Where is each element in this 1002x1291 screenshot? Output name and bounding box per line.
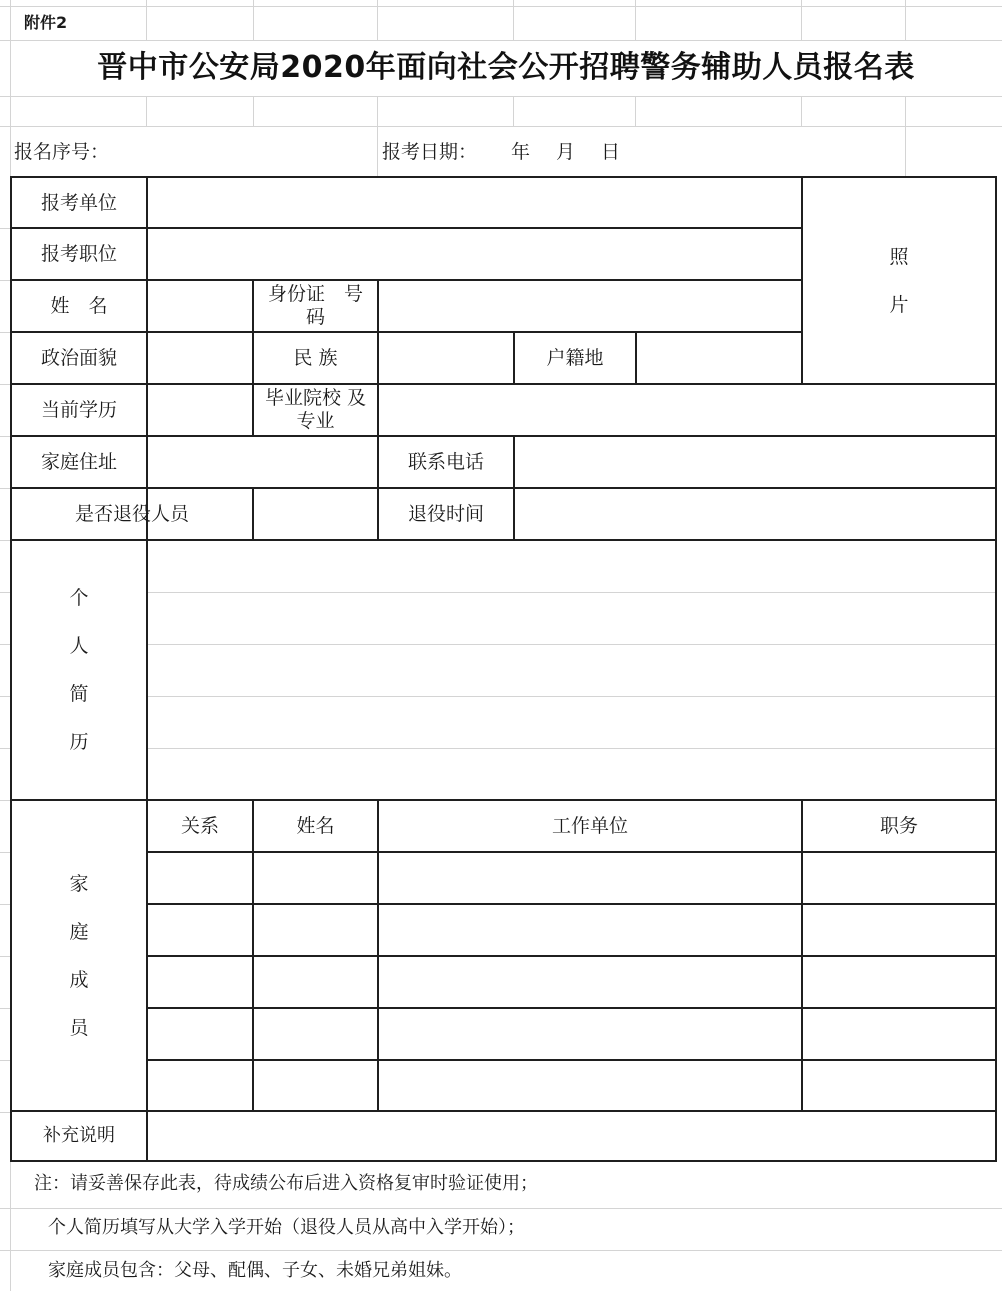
label-phone: 联系电话 <box>407 451 484 473</box>
field-home-address[interactable] <box>148 437 377 487</box>
field-name[interactable] <box>148 281 252 331</box>
family-char-3: 成 <box>69 968 89 991</box>
family-row[interactable] <box>148 1009 995 1059</box>
family-row[interactable] <box>148 905 995 955</box>
label-id-number-line1: 身份证 号 <box>267 283 363 305</box>
exam-date-year: 年 <box>511 141 531 163</box>
family-row[interactable] <box>148 957 995 1007</box>
family-header-duty: 职务 <box>879 815 918 837</box>
label-id-number <box>254 281 377 331</box>
registration-number-label: 报名序号： <box>14 141 110 163</box>
label-id-number-line2: 码 <box>305 306 325 328</box>
field-unit[interactable] <box>148 178 801 228</box>
note-line-3: 家庭成员包含：父母、配偶、子女、未婚兄弟姐妹。 <box>48 1260 462 1281</box>
field-id-number[interactable] <box>379 281 801 331</box>
label-school-major-line2: 专业 <box>296 410 335 432</box>
photo-label-1: 照 <box>889 245 909 268</box>
family-header-work-unit: 工作单位 <box>551 815 628 837</box>
label-veteran: 是否退役人员 <box>74 503 189 525</box>
family-char-2: 庭 <box>69 920 89 943</box>
field-supplement[interactable] <box>148 1112 995 1160</box>
note-line-1: 注：请妥善保存此表，待成绩公布后进入资格复审时验证使用； <box>34 1173 538 1194</box>
label-position: 报考职位 <box>40 243 117 265</box>
family-char-4: 员 <box>69 1016 89 1039</box>
photo-label-2: 片 <box>889 293 909 316</box>
field-veteran[interactable] <box>254 489 377 539</box>
note-line-2: 个人简历填写从大学入学开始（退役人员从高中入学开始）； <box>48 1217 525 1238</box>
resume-char-2: 人 <box>69 635 89 657</box>
field-resume[interactable] <box>148 541 995 799</box>
label-resume <box>12 541 146 799</box>
photo-box[interactable] <box>803 178 995 383</box>
field-political-status[interactable] <box>148 333 252 383</box>
field-discharge-time[interactable] <box>515 489 995 539</box>
label-school-major-line1: 毕业院校 及 <box>264 387 367 409</box>
field-ethnicity[interactable] <box>379 333 513 383</box>
field-school-major[interactable] <box>379 385 995 435</box>
exam-date-month: 月 <box>556 141 576 163</box>
exam-date-label: 报考日期： <box>382 141 478 163</box>
label-education: 当前学历 <box>40 399 117 421</box>
field-education[interactable] <box>148 385 252 435</box>
label-supplement: 补充说明 <box>43 1125 115 1146</box>
field-position[interactable] <box>148 229 801 279</box>
attachment-label: 附件2 <box>24 13 68 32</box>
label-name: 姓 名 <box>50 295 108 317</box>
form-title: 晋中市公安局2020年面向社会公开招聘警务辅助人员报名表 <box>97 50 915 85</box>
field-household-registration[interactable] <box>637 333 801 383</box>
label-ethnicity: 民 族 <box>293 347 338 369</box>
family-header-relation: 关系 <box>180 815 219 837</box>
label-home-address: 家庭住址 <box>40 451 117 473</box>
label-school-major <box>254 385 377 435</box>
label-political-status: 政治面貌 <box>40 347 117 369</box>
family-row[interactable] <box>148 1061 995 1110</box>
exam-date <box>382 130 902 174</box>
resume-char-1: 个 <box>69 587 89 609</box>
label-household-registration: 户籍地 <box>546 347 604 369</box>
family-char-1: 家 <box>69 872 89 895</box>
field-phone[interactable] <box>515 437 995 487</box>
exam-date-day: 日 <box>601 141 621 163</box>
family-header-name: 姓名 <box>296 815 335 837</box>
label-unit: 报考单位 <box>40 192 117 214</box>
resume-char-4: 历 <box>69 731 89 753</box>
label-discharge-time: 退役时间 <box>407 503 484 525</box>
family-row[interactable] <box>148 853 995 903</box>
resume-char-3: 简 <box>69 683 89 705</box>
label-family-members <box>12 801 146 1110</box>
